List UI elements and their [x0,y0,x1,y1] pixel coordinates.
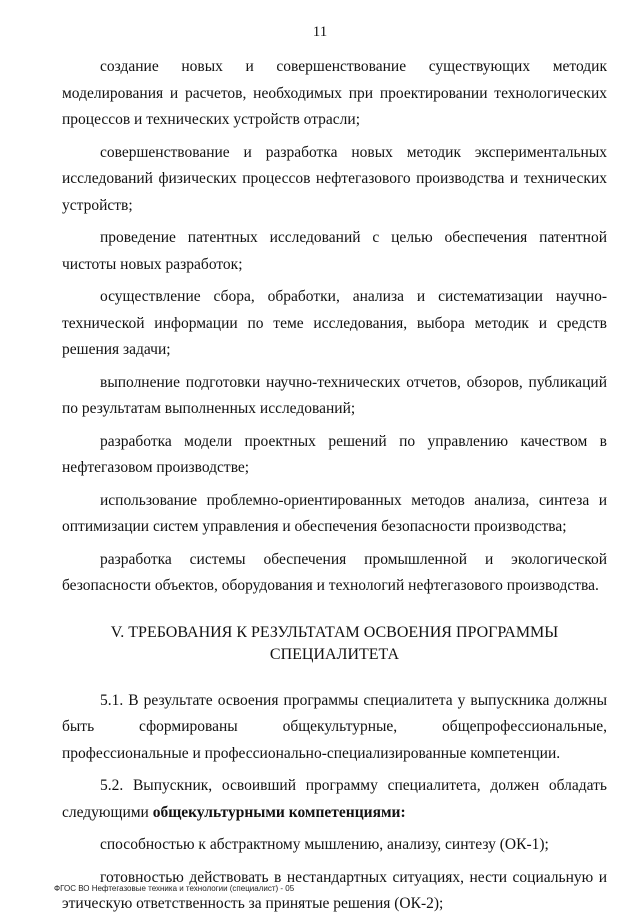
list-item: использование проблемно-ориентированных методов анализа, синтеза и оптимизации систем управления и обеспечения безопасности производства; [62,491,607,535]
list-item: разработка системы обеспечения промышленной и экологической безопасности объектов, оборудования и технологий нефтегазового производства. [62,550,607,594]
list-item: совершенствование и разработка новых методик экспериментальных исследований физических процессов нефтегазового производства и технических устройств; [62,143,607,214]
clause-5-2 [62,773,607,826]
section-heading [62,622,607,666]
clause-5-1: 5.1. В результате освоения программы специалитета у выпускника должны быть сформированы общекультурные, общепрофессиональные, профессиональные и профессионально-специализированные компетенции. [62,691,607,762]
competency-item: готовностью действовать в нестандартных ситуациях, нести социальную и этическую ответственность за принятые решения (ОК-2); [62,868,607,912]
list-item: проведение патентных исследований с целью обеспечения патентной чистоты новых разработок; [62,229,607,273]
section-heading-line: СПЕЦИАЛИТЕТА [269,645,400,663]
list-item: разработка модели проектных решений по управлению качеством в нефтегазовом производстве; [62,432,607,476]
list-item: создание новых и совершенствование существующих методик моделирования и расчетов, необходимых при проектировании технологических процессов и технических устройств отрасли; [62,58,607,128]
section-heading-line: V. ТРЕБОВАНИЯ К РЕЗУЛЬТАТАМ ОСВОЕНИЯ ПРОГРАММЫ [110,623,559,641]
page-footer: ФГОС ВО Нефтегазовые техника и технологии (специалист) - 05 [54,884,295,893]
competency-item: способностью к абстрактному мышлению, анализу, синтезу (ОК-1); [100,836,549,853]
clause-5-2-bold-term: общекультурными компетенциями: [152,803,406,821]
list-item: осуществление сбора, обработки, анализа и систематизации научно-технической информации по теме исследования, выбора методик и средств решения задачи; [62,288,607,358]
page-number: 11 [312,24,328,40]
list-item: выполнение подготовки научно-технических отчетов, обзоров, публикаций по результатам выполненных исследований; [62,373,607,417]
clause-5-2-text: 5.2. Выпускник, освоивший программу специалитета, должен обладать следующими [62,777,607,821]
page-content [62,54,607,924]
